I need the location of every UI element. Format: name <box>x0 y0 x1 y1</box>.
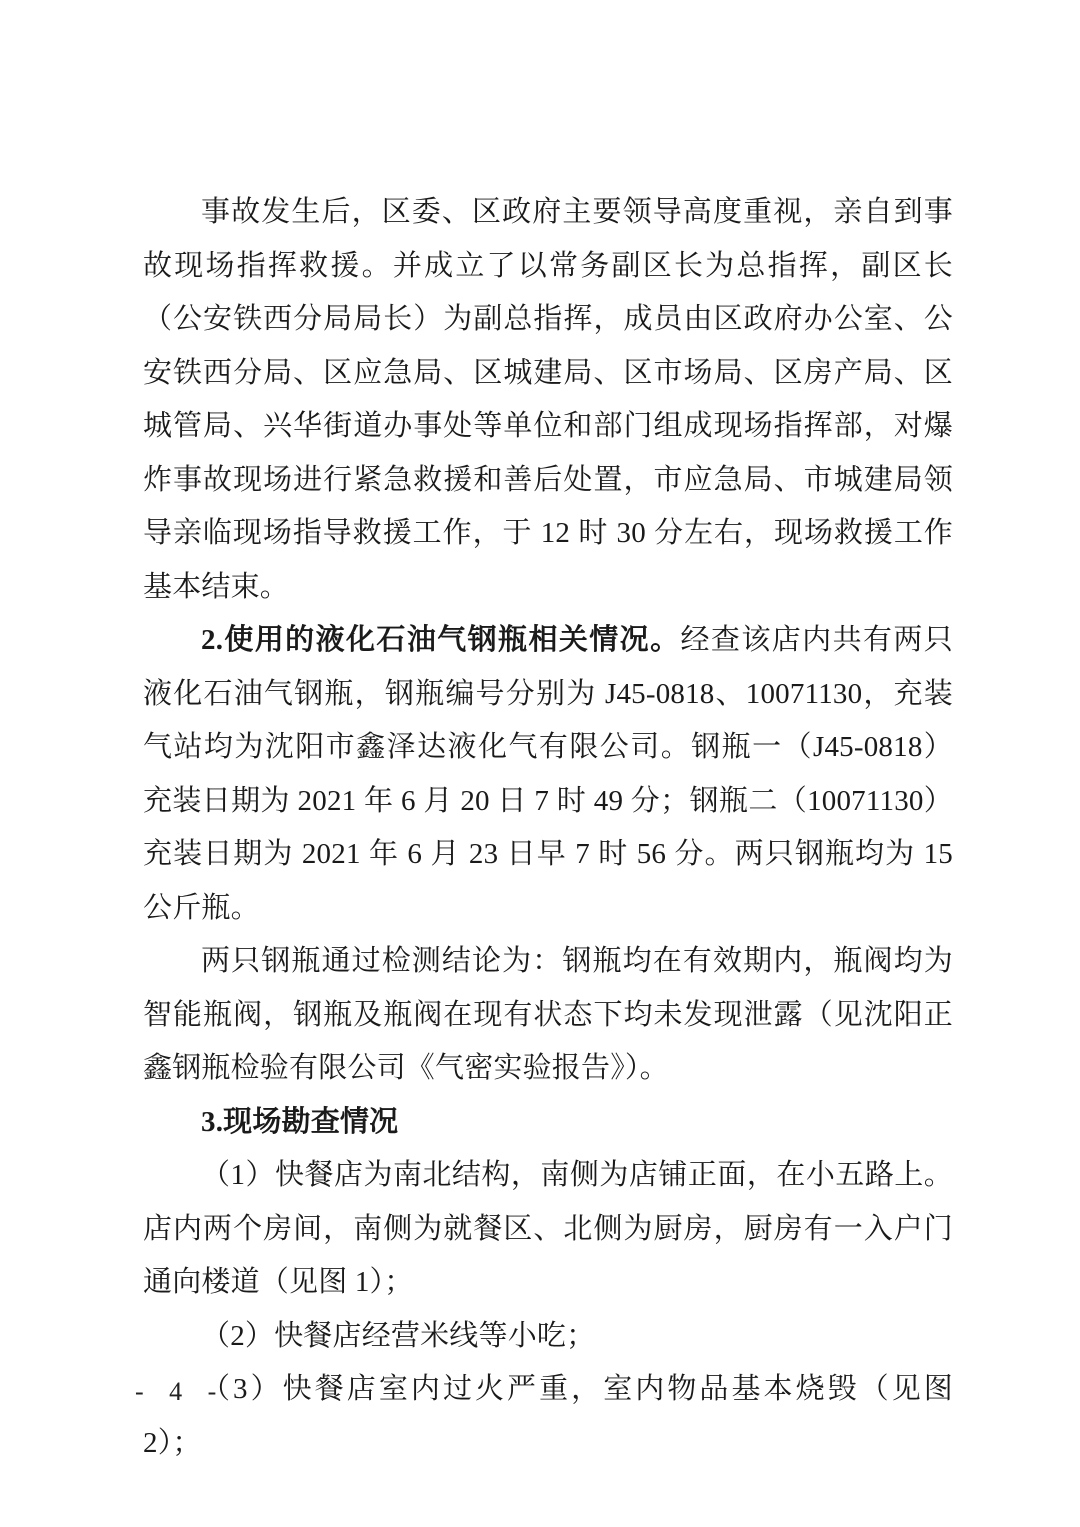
paragraph-3-text: 两只钢瓶通过检测结论为：钢瓶均在有效期内，瓶阀均为智能瓶阀，钢瓶及瓶阀在现有状态下均未发现泄露（见沈阳正鑫钢瓶检验有限公司《气密实验报告》）。 <box>143 945 953 1084</box>
paragraph-gas-cylinders <box>143 614 953 935</box>
page-number: - 4 - <box>135 1377 222 1406</box>
heading-site-survey <box>143 1096 953 1150</box>
paragraph-4-lead: 3.现场勘查情况 <box>201 1105 399 1138</box>
paragraph-rescue-response <box>143 186 953 614</box>
paragraph-5-text: （1）快餐店为南北结构，南侧为店铺正面，在小五路上。店内两个房间，南侧为就餐区、北侧为厨房，厨房有一入户门通向楼道（见图 1）； <box>143 1159 953 1298</box>
paragraph-1-text: 事故发生后，区委、区政府主要领导高度重视，亲自到事故现场指挥救援。并成立了以常务副区长为总指挥，副区长（公安铁西分局局长）为副总指挥，成员由区政府办公室、公安铁西分局、区应急局、区城建局、区市场局、区房产局、区城管局、兴华街道办事处等单位和部门组成现场指挥部，对爆炸事故现场进行紧急救援和善后处置，市应急局、市城建局领导亲临现场指导救援工作，于 12 时 30 分左右，现场救援工作基本结束。 <box>143 196 953 603</box>
paragraph-survey-item-3 <box>143 1363 953 1470</box>
paragraph-survey-item-2 <box>143 1310 953 1364</box>
document-body <box>143 186 953 1470</box>
paragraph-7-text: （3）快餐店室内过火严重，室内物品基本烧毁（见图 2）； <box>143 1373 953 1459</box>
paragraph-2-lead: 2.使用的液化石油气钢瓶相关情况。 <box>201 624 681 656</box>
paragraph-2-text: 经查该店内共有两只液化石油气钢瓶，钢瓶编号分别为 J45-0818、10071130，充装气站均为沈阳市鑫泽达液化气有限公司。钢瓶一（J45-0818）充装日期为 2021 年 6 月 20 日 7 时 49 分；钢瓶二（10071130）充装日期为 2021 年 6 月 23 日早 7 时 56 分。两只钢瓶均为 15 公斤瓶。 <box>143 624 953 924</box>
paragraph-survey-item-1 <box>143 1149 953 1310</box>
paragraph-cylinder-test-result <box>143 935 953 1096</box>
paragraph-6-text: （2）快餐店经营米线等小吃； <box>201 1319 596 1352</box>
